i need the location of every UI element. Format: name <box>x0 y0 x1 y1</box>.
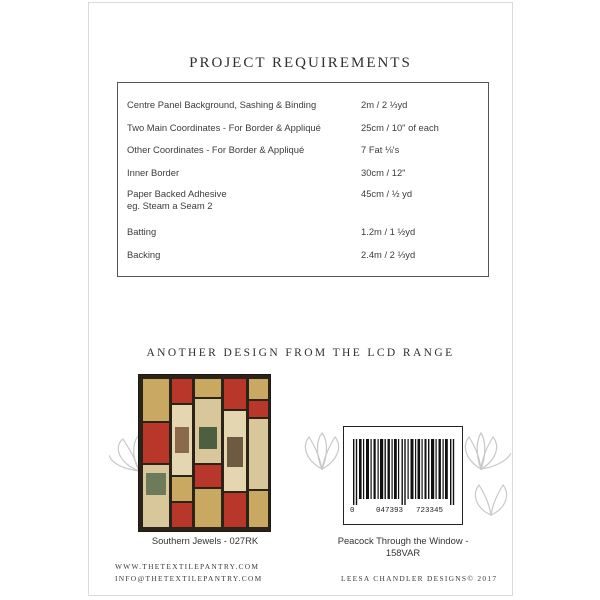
product-caption <box>315 535 491 559</box>
pattern-back-cover <box>88 2 513 596</box>
southern-jewels-quilt-image <box>138 374 271 532</box>
requirement-quantity: 1.2m / 1 ½yd <box>361 226 416 237</box>
product-caption-line: Peacock Through the Window - <box>337 535 469 546</box>
credit-text: LEESA CHANDLER DESIGNS© 2017 <box>341 574 498 583</box>
requirement-quantity: 30cm / 12" <box>361 167 406 178</box>
design-caption: Southern Jewels - 027RK <box>151 535 259 546</box>
another-design-title: ANOTHER DESIGN FROM THE LCD RANGE <box>146 347 455 359</box>
barcode <box>343 426 463 525</box>
requirement-item: Backing <box>127 249 161 260</box>
requirement-item: Centre Panel Background, Sashing & Binding <box>127 99 317 110</box>
requirements-title: PROJECT REQUIREMENTS <box>189 55 412 71</box>
requirement-quantity: 7 Fat ⅛'s <box>361 144 400 155</box>
requirement-quantity: 2.4m / 2 ⅓yd <box>361 249 416 260</box>
flower-ornament-icon <box>299 431 345 471</box>
requirement-quantity: 2m / 2 ⅓yd <box>361 99 408 110</box>
requirement-item <box>127 188 357 212</box>
requirement-item: Inner Border <box>127 167 180 178</box>
barcode-digits-right: 723345 <box>416 507 444 515</box>
barcode-bars <box>353 439 455 505</box>
requirement-item: Two Main Coordinates - For Border & Appliqué <box>127 122 321 133</box>
email-link[interactable]: INFO@THETEXTILEPANTRY.COM <box>115 574 263 583</box>
requirement-quantity: 45cm / ½ yd <box>361 188 413 199</box>
website-link[interactable]: WWW.THETEXTILEPANTRY.COM <box>115 562 260 571</box>
flower-ornament-icon <box>461 431 511 471</box>
requirement-quantity: 25cm / 10" of each <box>361 122 439 133</box>
requirement-item: Other Coordinates - For Border & Appliqué <box>127 144 305 155</box>
requirement-item-line: eg. Steam a Seam 2 <box>127 200 213 211</box>
requirement-item-line: Paper Backed Adhesive <box>127 188 227 199</box>
barcode-digits-left: 047393 <box>376 507 404 515</box>
barcode-digit-first: 0 <box>350 507 355 515</box>
flower-ornament-icon <box>469 481 513 517</box>
requirement-item: Batting <box>127 226 157 237</box>
product-caption-line: 158VAR <box>385 547 421 558</box>
requirements-table <box>117 82 489 277</box>
